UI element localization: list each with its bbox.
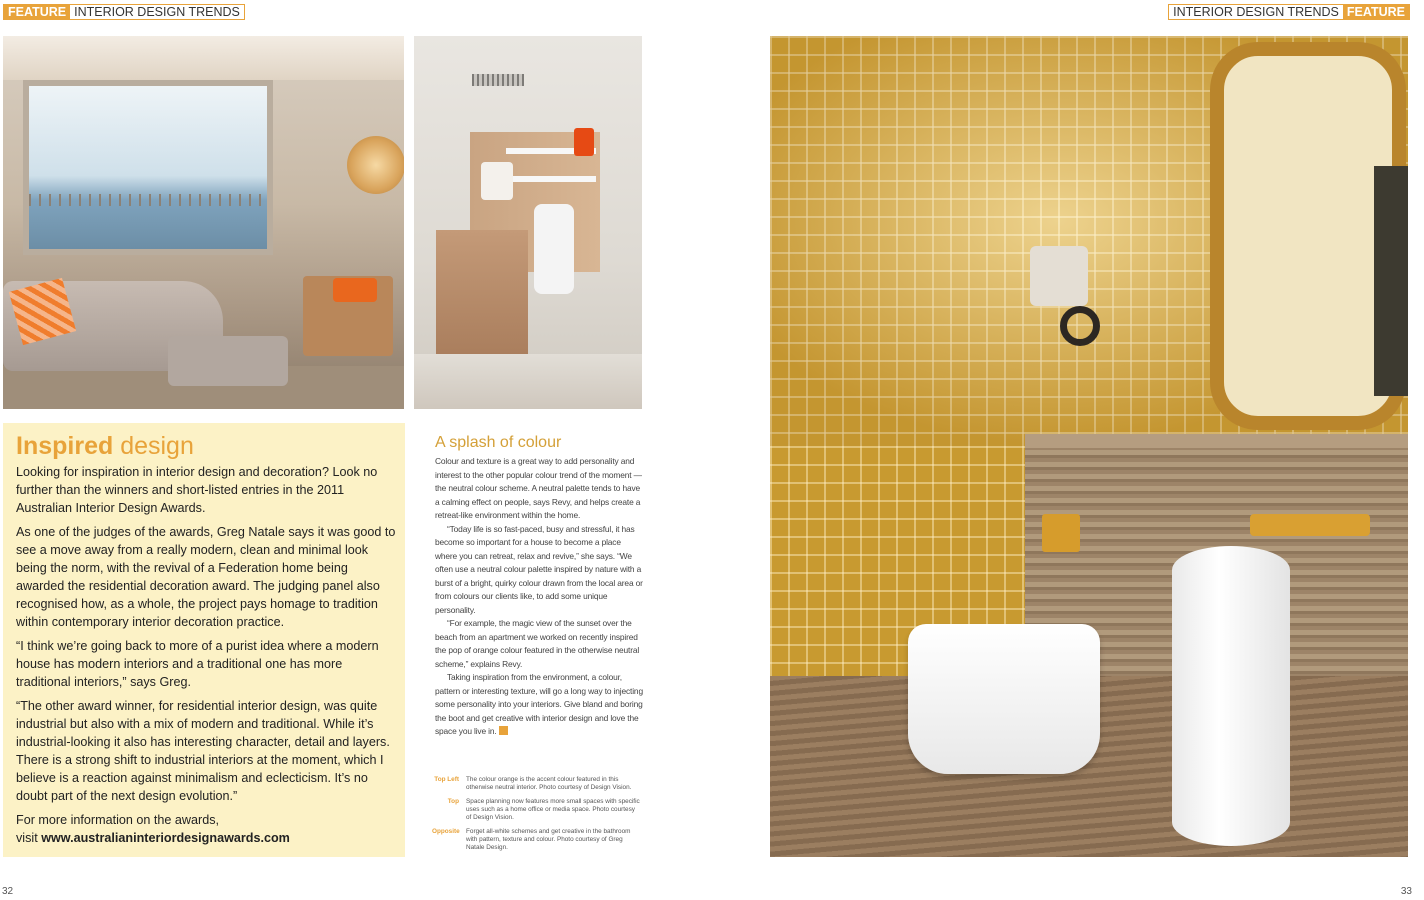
splash-paragraph: Taking inspiration from the environment, a colour, pattern or interesting texture, will go a long way to injecting some personality into your interiors. Give bland and boring the boot and get creative with interior design and love the space you live in. — [435, 672, 643, 736]
home-office-photo — [414, 36, 642, 409]
splash-paragraph: “Today life is so fast-paced, busy and stressful, it has become so important for a house to become a place where you can retreat, relax and revive,” she says. “We often use a neutral colour palette inspired by nature with a burst of a bright, quirky colour drawn from the local area or from colours our clients like, to add some unique personality. — [435, 523, 643, 615]
inspired-paragraph: “I think we’re going back to more of a purist idea where a modern house has modern interiors and a traditional one has more traditional interiors,” says Greg. — [16, 639, 379, 689]
inspired-title: Inspired design — [16, 432, 194, 460]
wall-sconce — [1030, 246, 1088, 306]
octagonal-mirror — [1210, 42, 1406, 430]
section-label: INTERIOR DESIGN TRENDS — [70, 5, 244, 19]
splash-paragraph: Colour and texture is a great way to add personality and interest to the other popular colour trend of the moment — the neutral colour scheme. A neutral palette tends to have a calming effect on people, says Revy, and helps create a retreat-like environment within the home. — [435, 456, 642, 520]
inspired-paragraph: For more information on the awards, visit www.australianinteriordesignawards.com — [16, 813, 290, 845]
page-number-left: 32 — [2, 886, 14, 897]
photo-captions — [432, 776, 642, 858]
pendant-lamp-icon — [347, 136, 404, 194]
header-right — [1168, 4, 1410, 20]
inspired-paragraph: Looking for inspiration in interior design and decoration? Look no further than the winners and short-listed entries in the 2011 Australian Interior Design Awards. — [16, 465, 378, 515]
header-left — [3, 4, 245, 20]
end-mark-icon — [499, 726, 508, 735]
bathroom-photo — [770, 36, 1408, 857]
splash-of-colour-article — [435, 432, 643, 739]
section-label: INTERIOR DESIGN TRENDS — [1169, 5, 1343, 19]
splash-title: A splash of colour — [435, 434, 562, 451]
caption: Top Left The colour orange is the accent colour featured in this otherwise neutral interior. Photo courtesy of Design Vision. — [434, 776, 632, 791]
inspired-paragraph: As one of the judges of the awards, Greg Natale says it was good to see a move away from a really modern, clean and minimal look being the norm, with the revival of a Federation home being awarded the residential decoration award. The judging panel also recognised how, as a whole, the project pays homage to tradition within contemporary interior decoration practice. — [16, 525, 396, 629]
toilet — [908, 624, 1100, 774]
caption: Opposite Forget all-white schemes and get creative in the bathroom with pattern, texture and colour. Photo courtesy of Greg Natale Design. — [432, 828, 631, 851]
feature-tag: FEATURE — [4, 5, 70, 19]
living-room-photo — [3, 36, 404, 409]
feature-tag: FEATURE — [1343, 5, 1409, 19]
page-number-right: 33 — [1400, 886, 1412, 897]
awards-link[interactable]: www.australianinteriordesignawards.com — [41, 831, 290, 845]
pedestal-basin — [1172, 546, 1290, 846]
inspired-design-box — [3, 423, 405, 857]
inspired-paragraph: “The other award winner, for residential interior design, was quite industrial but also with a mix of modern and traditional. While it’s industrial-looking it also has interesting character, detail and layers. There is a strong shift to industrial interiors at the moment, which I believe is a reaction against minimalism and eclecticism. It’s no doubt part of the next design evolution.” — [16, 699, 390, 803]
splash-paragraph: “For example, the magic view of the sunset over the beach from an apartment we worked on recently inspired the pop of orange colour featured in the otherwise neutral scheme,” explains Revy. — [435, 618, 640, 669]
caption: Top Space planning now features more small spaces with specific uses such as a home office or media space. Photo courtesy of Design Vision. — [447, 798, 640, 821]
